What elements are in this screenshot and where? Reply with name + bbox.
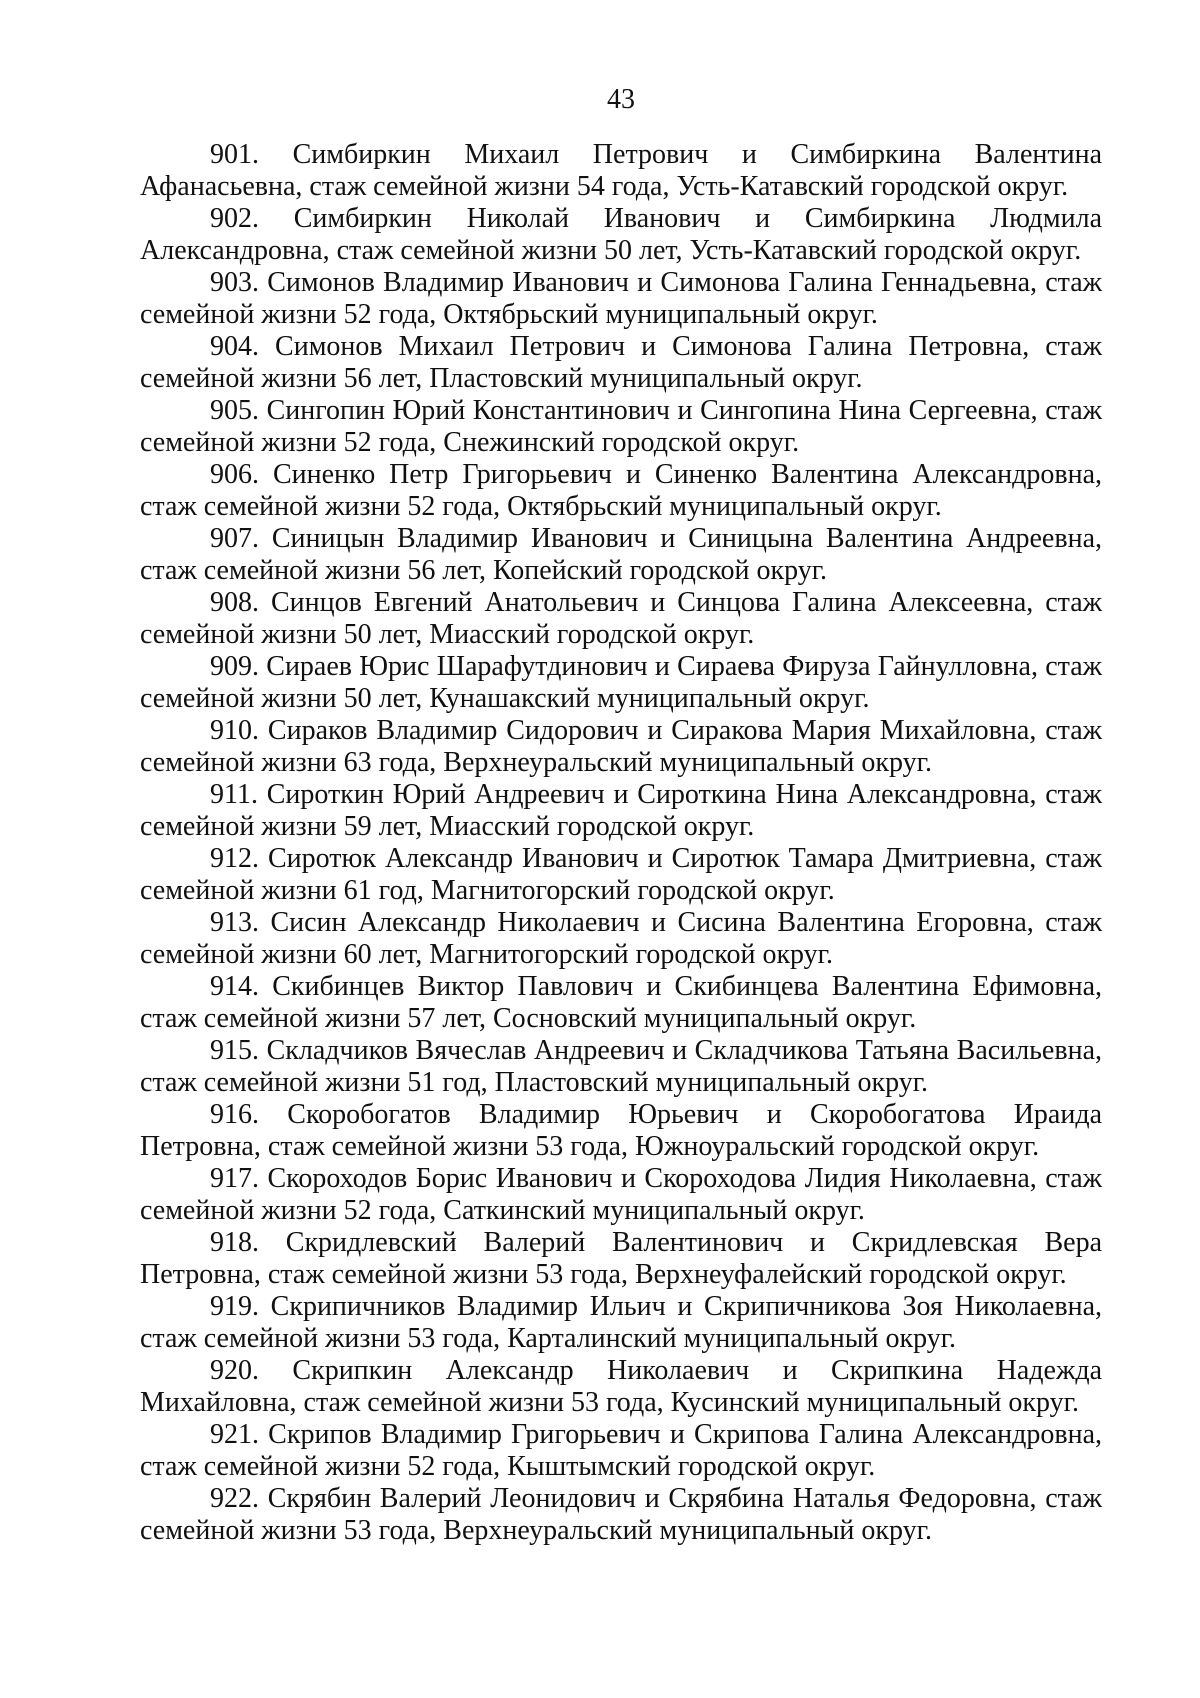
entry-text: Сироткин Юрий Андреевич и Сироткина Нина Александровна, стаж семейной жизни 59 лет, Миасский городской округ. — [140, 779, 1103, 842]
list-item — [140, 1099, 1102, 1163]
entry-number: 916. — [210, 1099, 259, 1130]
entry-number: 918. — [210, 1227, 259, 1258]
entry-text: Сисин Александр Николаевич и Сисина Валентина Егоровна, стаж семейной жизни 60 лет, Магнитогорский городской округ. — [140, 907, 1102, 970]
list-item — [140, 331, 1102, 395]
list-item — [140, 1355, 1102, 1419]
list-item — [140, 1419, 1102, 1483]
entry-number: 902. — [210, 203, 259, 234]
list-item — [140, 651, 1102, 715]
entry-text: Скридлевский Валерий Валентинович и Скридлевская Вера Петровна, стаж семейной жизни 53 года, Верхнеуфалейский городской округ. — [140, 1227, 1102, 1290]
page-number: 43 — [607, 84, 635, 115]
list-item — [140, 779, 1102, 843]
entry-text: Складчиков Вячеслав Андреевич и Складчикова Татьяна Васильевна, стаж семейной жизни 51 год, Пластовский муниципальный округ. — [140, 1035, 1102, 1098]
entry-text: Симонов Михаил Петрович и Симонова Галина Петровна, стаж семейной жизни 56 лет, Пластовский муниципальный округ. — [140, 331, 1103, 394]
list-item — [140, 907, 1102, 971]
list-item — [140, 395, 1102, 459]
list-item — [140, 139, 1102, 203]
entry-number: 922. — [210, 1483, 259, 1514]
entry-number: 913. — [210, 907, 259, 938]
entry-text: Скороходов Борис Иванович и Скороходова Лидия Николаевна, стаж семейной жизни 52 года, Саткинский муниципальный округ. — [140, 1163, 1103, 1226]
list-item — [140, 1163, 1102, 1227]
entries-list — [140, 139, 1102, 1547]
entry-number: 919. — [210, 1291, 259, 1322]
entry-number: 917. — [210, 1163, 259, 1194]
entry-number: 908. — [210, 587, 259, 618]
entry-text: Сираков Владимир Сидорович и Сиракова Мария Михайловна, стаж семейной жизни 63 года, Верхнеуральский муниципальный округ. — [140, 715, 1103, 778]
list-item — [140, 267, 1102, 331]
entry-number: 909. — [210, 651, 259, 682]
entry-number: 904. — [210, 331, 259, 362]
list-item — [140, 1035, 1102, 1099]
entry-number: 910. — [210, 715, 259, 746]
entry-text: Синенко Петр Григорьевич и Синенко Валентина Александровна, стаж семейной жизни 52 года, Октябрьский муниципальный округ. — [140, 459, 1102, 522]
entry-text: Синцов Евгений Анатольевич и Синцова Галина Алексеевна, стаж семейной жизни 50 лет, Миасский городской округ. — [140, 587, 1102, 650]
list-item — [140, 203, 1102, 267]
list-item — [140, 715, 1102, 779]
entry-number: 920. — [210, 1355, 259, 1386]
entry-number: 912. — [210, 843, 259, 874]
entry-text: Скрипичников Владимир Ильич и Скрипичникова Зоя Николаевна, стаж семейной жизни 53 года, Карталинский муниципальный округ. — [140, 1291, 1102, 1354]
entry-number: 906. — [210, 459, 259, 490]
entry-text: Симонов Владимир Иванович и Симонова Галина Геннадьевна, стаж семейной жизни 52 года, Октябрьский муниципальный округ. — [140, 267, 1102, 330]
entry-number: 921. — [210, 1419, 259, 1450]
entry-text: Скрипкин Александр Николаевич и Скрипкина Надежда Михайловна, стаж семейной жизни 53 года, Кусинский муниципальный округ. — [140, 1355, 1103, 1418]
entry-text: Синицын Владимир Иванович и Синицына Валентина Андреевна, стаж семейной жизни 56 лет, Копейский городской округ. — [140, 523, 1102, 586]
list-item — [140, 1227, 1102, 1291]
list-item — [140, 523, 1102, 587]
list-item — [140, 459, 1102, 523]
entry-text: Скрипов Владимир Григорьевич и Скрипова Галина Александровна, стаж семейной жизни 52 года, Кыштымский городской округ. — [140, 1419, 1102, 1482]
list-item — [140, 1483, 1102, 1547]
entry-number: 911. — [210, 779, 258, 810]
entry-text: Сингопин Юрий Константинович и Сингопина Нина Сергеевна, стаж семейной жизни 52 года, Снежинский городской округ. — [140, 395, 1102, 458]
entry-text: Скибинцев Виктор Павлович и Скибинцева Валентина Ефимовна, стаж семейной жизни 57 лет, Сосновский муниципальный округ. — [140, 971, 1102, 1034]
entry-text: Симбиркин Михаил Петрович и Симбиркина Валентина Афанасьевна, стаж семейной жизни 54 года, Усть-Катавский городской округ. — [140, 139, 1102, 202]
entry-text: Сиротюк Александр Иванович и Сиротюк Тамара Дмитриевна, стаж семейной жизни 61 год, Магнитогорский городской округ. — [140, 843, 1103, 906]
entry-number: 914. — [210, 971, 259, 1002]
entry-number: 907. — [210, 523, 259, 554]
entry-text: Скрябин Валерий Леонидович и Скрябина Наталья Федоровна, стаж семейной жизни 53 года, Верхнеуральский муниципальный округ. — [140, 1483, 1102, 1546]
entry-text: Симбиркин Николай Иванович и Симбиркина Людмила Александровна, стаж семейной жизни 50 лет, Усть-Катавский городской округ. — [140, 203, 1102, 266]
list-item — [140, 1291, 1102, 1355]
list-item — [140, 587, 1102, 651]
entry-text: Скоробогатов Владимир Юрьевич и Скоробогатова Ираида Петровна, стаж семейной жизни 53 года, Южноуральский городской округ. — [140, 1099, 1103, 1162]
entry-number: 915. — [210, 1035, 259, 1066]
list-item — [140, 843, 1102, 907]
entry-number: 901. — [210, 139, 259, 170]
entry-number: 905. — [210, 395, 259, 426]
list-item — [140, 971, 1102, 1035]
entry-text: Сираев Юрис Шарафутдинович и Сираева Фируза Гайнулловна, стаж семейной жизни 50 лет, Кунашакский муниципальный округ. — [140, 651, 1102, 714]
entry-number: 903. — [210, 267, 259, 298]
